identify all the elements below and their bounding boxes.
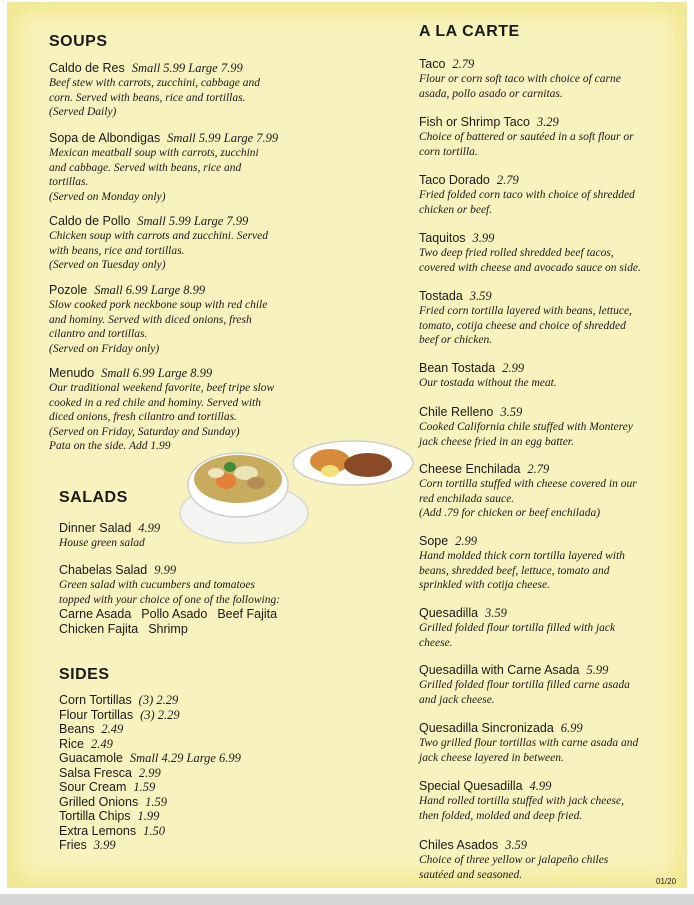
item-name: Dinner Salad: [59, 521, 132, 535]
item-description: Flour or corn soft taco with choice of carne asada, pollo asado or carnitas.: [419, 73, 621, 100]
salad-options: [59, 622, 315, 637]
item-name: Quesadilla: [419, 606, 479, 620]
item-name: Caldo de Res: [49, 61, 125, 75]
item-description: Choice of three yellow or jalapeño chiles sautéed and seasoned.: [419, 854, 609, 881]
item-price: 2.79: [527, 462, 550, 476]
item-description: Mexican meatball soup with carrots, zucchini and cabbage. Served with beans, rice and tortillas. (Served on Monday only): [49, 147, 259, 203]
menu-page: [7, 2, 687, 888]
item-name: Bean Tostada: [419, 361, 496, 375]
item-description: House green salad: [59, 537, 145, 549]
item-description: Two deep fried rolled shredded beef tacos, covered with cheese and avocado sauce on side.: [419, 247, 641, 274]
menu-item: [49, 366, 305, 454]
item-price: 4.99: [529, 779, 552, 793]
item-price: 3.99: [472, 231, 495, 245]
item-name: Menudo: [49, 366, 95, 380]
menu-item: [419, 462, 681, 521]
item-price: Small 5.99 Large 7.99: [167, 131, 279, 145]
item-description: Our tostada without the meat.: [419, 377, 557, 389]
sides-list: [59, 693, 309, 853]
item-description: Our traditional weekend favorite, beef tripe slow cooked in a red chile and hominy. Served with diced onions, fresh cilantro and tortillas. (Served on Friday, Saturday and Sunday) Pata on the side. Add 1.99: [49, 382, 275, 452]
menu-item: [419, 838, 681, 882]
item-description: Cooked California chile stuffed with Monterey jack cheese fried in an egg batter.: [419, 421, 633, 448]
salad-option: Carne Asada: [59, 607, 132, 621]
menu-item: [419, 231, 681, 275]
salad-option: Pollo Asado: [141, 607, 208, 621]
item-description: Grilled folded flour tortilla filled carne asada and jack cheese.: [419, 679, 630, 706]
item-name: Taco: [419, 57, 446, 71]
salad-option: Beef Fajita: [217, 607, 278, 621]
item-price: Small 5.99 Large 7.99: [131, 61, 243, 75]
item-name: Cheese Enchilada: [419, 462, 521, 476]
item-price: 3.59: [500, 405, 523, 419]
item-description: Chicken soup with carrots and zucchini. Served with beans, rice and tortillas. (Served on Tuesday only): [49, 230, 268, 271]
bottom-bar: [0, 894, 694, 905]
item-name: Sopa de Albondigas: [49, 131, 161, 145]
side-item: Tortilla Chips 1.99: [59, 809, 160, 823]
side-item: Sour Cream 1.59: [59, 780, 156, 794]
menu-item: [419, 405, 681, 449]
item-price: 2.79: [496, 173, 519, 187]
item-price: 3.59: [469, 289, 492, 303]
item-description: Hand molded thick corn tortilla layered with beans, shredded beef, lettuce, tomato and sprinkled with cotija cheese.: [419, 550, 625, 591]
left-column: [49, 33, 305, 852]
item-name: Chile Relleno: [419, 405, 494, 419]
side-item: Guacamole Small 4.29 Large 6.99: [59, 751, 241, 765]
salad-option: Shrimp: [148, 622, 188, 636]
item-description: Fried corn tortilla layered with beans, lettuce, tomato, cotija cheese and choice of shredded beef or chicken.: [419, 305, 632, 346]
menu-item: [49, 131, 305, 204]
menu-item: [419, 721, 681, 765]
salad-options: [59, 607, 315, 622]
side-item: Salsa Fresca 2.99: [59, 765, 161, 780]
item-description: Green salad with cucumbers and tomatoes topped with your choice of one of the following:: [59, 579, 281, 606]
menu-item: [49, 214, 305, 273]
item-price: 3.29: [536, 115, 559, 129]
item-price: 2.99: [502, 361, 525, 375]
item-name: Chiles Asados: [419, 838, 499, 852]
salad-option: Chicken Fajita: [59, 622, 139, 636]
item-name: Quesadilla Sincronizada: [419, 721, 554, 735]
menu-item: [419, 115, 681, 159]
item-price: 6.99: [560, 721, 583, 735]
item-name: Fish or Shrimp Taco: [419, 115, 530, 129]
item-name: Quesadilla with Carne Asada: [419, 663, 580, 677]
side-item: Rice 2.49: [59, 736, 113, 751]
item-name: Tostada: [419, 289, 463, 303]
item-description: Choice of battered or sautéed in a soft flour or corn tortilla.: [419, 131, 634, 158]
item-name: Special Quesadilla: [419, 779, 523, 793]
item-price: 3.59: [505, 838, 528, 852]
alacarte-heading: A LA CARTE: [419, 23, 520, 40]
item-price: 2.79: [452, 57, 475, 71]
sides-heading: SIDES: [59, 666, 110, 683]
side-item: Extra Lemons 1.50: [59, 823, 165, 838]
item-name: Taquitos: [419, 231, 466, 245]
salads-heading: SALADS: [59, 489, 128, 506]
menu-item: [59, 563, 315, 637]
item-description: Slow cooked pork neckbone soup with red chile and hominy. Served with diced onions, fresh cilantro and tortillas. (Served on Friday only): [49, 299, 268, 355]
item-price: 2.99: [455, 534, 478, 548]
side-item: Beans 2.49: [59, 722, 124, 736]
menu-item: [49, 61, 305, 120]
item-description: Hand rolled tortilla stuffed with jack cheese, then folded, molded and deep fried.: [419, 795, 624, 822]
menu-item: [419, 606, 681, 650]
item-name: Sope: [419, 534, 449, 548]
right-column: [419, 23, 681, 881]
menu-item: [419, 779, 681, 823]
menu-item: [419, 289, 681, 348]
menu-item: [419, 361, 681, 391]
item-name: Pozole: [49, 283, 88, 297]
soups-heading: SOUPS: [49, 33, 108, 50]
item-description: Corn tortilla stuffed with cheese covered in our red enchilada sauce. (Add .79 for chicken or beef enchilada): [419, 478, 637, 519]
item-name: Taco Dorado: [419, 173, 490, 187]
item-price: 5.99: [586, 663, 609, 677]
item-price: Small 6.99 Large 8.99: [101, 366, 213, 380]
side-plate-photo: [290, 435, 416, 495]
menu-item: [419, 663, 681, 707]
item-name: Chabelas Salad: [59, 563, 148, 577]
menu-item: [419, 57, 681, 101]
item-name: Caldo de Pollo: [49, 214, 131, 228]
menu-item: [49, 283, 305, 356]
item-description: Beef stew with carrots, zucchini, cabbage and corn. Served with beans, rice and tortillas. (Served Daily): [49, 77, 261, 118]
side-item: Grilled Onions 1.59: [59, 794, 168, 809]
side-item: Fries 3.99: [59, 838, 116, 852]
menu-item: [419, 534, 681, 593]
item-description: Two grilled flour tortillas with carne asada and jack cheese layered in between.: [419, 737, 639, 764]
item-price: Small 6.99 Large 8.99: [94, 283, 206, 297]
side-item: Flour Tortillas (3) 2.29: [59, 707, 180, 722]
item-price: 3.59: [485, 606, 507, 620]
side-item: Corn Tortillas (3) 2.29: [59, 693, 179, 707]
item-description: Grilled folded flour tortilla filled with jack cheese.: [419, 622, 616, 649]
item-price: Small 5.99 Large 7.99: [137, 214, 249, 228]
footer-code: 01/20: [656, 877, 677, 886]
item-price: 9.99: [154, 563, 177, 577]
menu-item: [419, 173, 681, 217]
item-description: Fried folded corn taco with choice of shredded chicken or beef.: [419, 189, 635, 216]
item-price: 4.99: [138, 521, 161, 535]
